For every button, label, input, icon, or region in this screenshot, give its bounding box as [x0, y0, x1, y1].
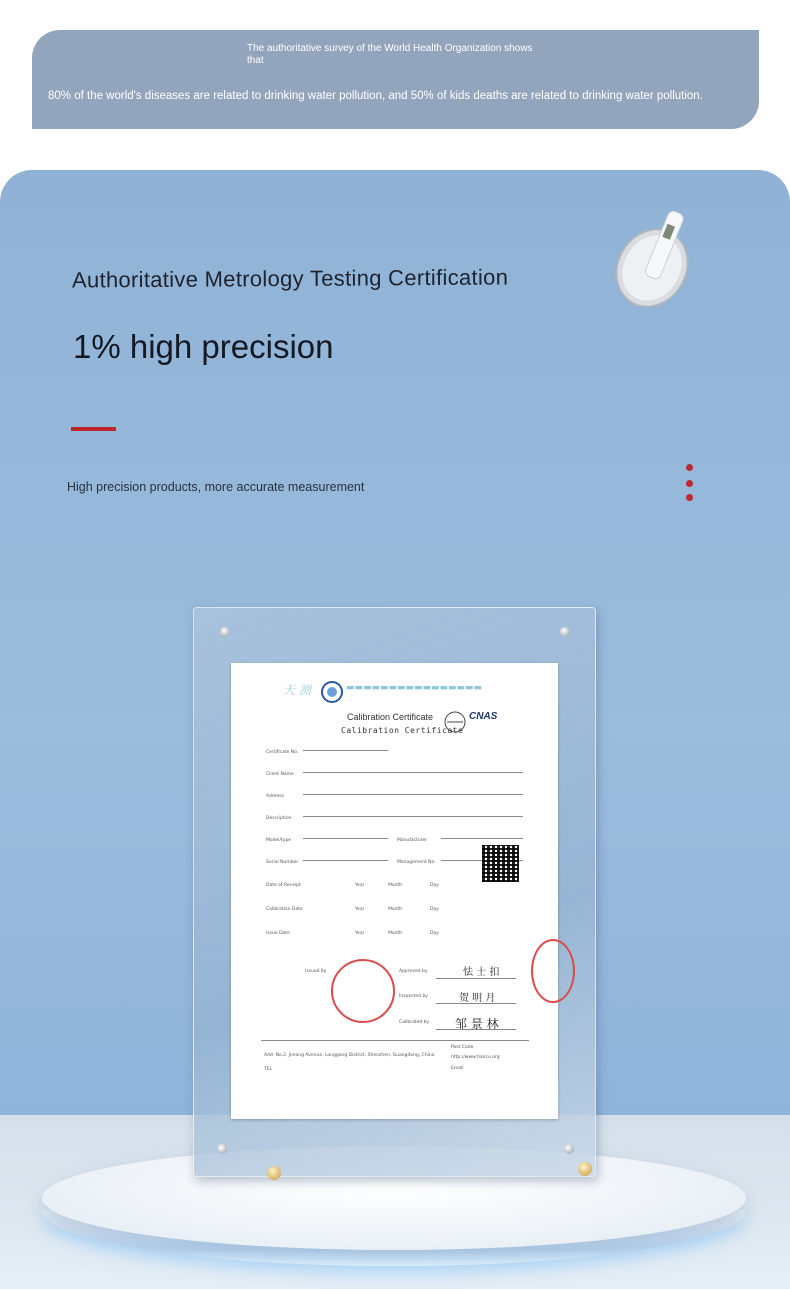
field-client-name: Client Name — [266, 772, 294, 777]
date-unit-month: Month — [388, 883, 403, 888]
field-line — [441, 838, 523, 839]
tagline: High precision products, more accurate measurement — [67, 480, 365, 494]
official-seal-partial — [531, 939, 575, 1003]
date-unit-day: Day — [430, 931, 439, 936]
footer-website: http://www.tiancu.org — [451, 1055, 500, 1060]
date-unit-year: Year — [355, 907, 365, 912]
field-address: Address — [266, 794, 284, 799]
tds-pen-icon — [612, 206, 702, 316]
page-title: Authoritative Metrology Testing Certification — [71, 264, 509, 293]
certificate-title-secondary: Calibration Certificate — [341, 726, 464, 735]
field-calibration-date: Calibration Date — [266, 907, 303, 912]
inspected-by-label: Inspected by — [399, 994, 428, 999]
cnas-mark: CNAS — [469, 711, 498, 722]
field-management-no: Management No. — [397, 860, 436, 865]
field-line — [303, 772, 523, 773]
signature-calibrated: 邹 景 林 — [455, 1017, 499, 1031]
screw-icon — [220, 627, 230, 637]
field-line — [303, 750, 388, 751]
decor-dot — [686, 464, 693, 471]
banner-intro-text: The authoritative survey of the World Health Organization shows that — [247, 43, 533, 66]
date-unit-day: Day — [430, 907, 439, 912]
gold-stand-right — [578, 1162, 592, 1176]
signature-inspected: 贺 明 月 — [459, 993, 496, 1004]
footer-address: Add: No.2, Jinlong Avenue, Longgang District, Shenzhen, Guangdong, China — [264, 1053, 435, 1058]
lab-emblem-icon — [321, 681, 343, 703]
certification-panel — [0, 170, 790, 1289]
date-unit-year: Year — [355, 931, 365, 936]
decor-dot — [686, 480, 693, 487]
certificate-title: Calibration Certificate — [347, 712, 434, 722]
date-unit-month: Month — [388, 907, 403, 912]
field-manufacturer: Manufacturer — [397, 838, 428, 843]
banner-statistic-text: 80% of the world's diseases are related to drinking water pollution, and 50% of kids deaths are related to drinking water pollution. — [48, 90, 703, 102]
precision-heading: 1% high precision — [73, 328, 334, 365]
calibration-certificate — [231, 663, 558, 1119]
footer-post-code: Post Code — [451, 1045, 474, 1050]
lab-logo: 天 测 — [283, 683, 311, 697]
footer-tel: TEL — [264, 1067, 273, 1072]
field-line — [303, 838, 388, 839]
field-serial-number: Serial Number — [266, 860, 299, 865]
issued-by-label: Issued by — [305, 969, 327, 974]
lab-name: ▬▬▬▬▬▬▬▬▬▬▬▬▬▬▬▬ — [346, 683, 483, 693]
accent-divider — [71, 427, 116, 431]
date-unit-year: Year — [355, 883, 365, 888]
footer-divider — [261, 1040, 529, 1041]
footer-email: Email — [451, 1066, 464, 1071]
field-description: Description — [266, 816, 292, 821]
calibrated-by-label: Calibrated by — [399, 1020, 430, 1025]
gold-stand-left — [267, 1166, 281, 1180]
screw-icon — [560, 627, 570, 637]
field-line — [303, 794, 523, 795]
official-seal — [331, 959, 395, 1023]
ilac-mark-icon — [443, 710, 467, 734]
screw-icon — [217, 1144, 227, 1154]
decor-dot — [686, 494, 693, 501]
approved-by-label: Approved by — [399, 969, 428, 974]
field-model: Model/type — [266, 838, 292, 843]
field-certificate-no: Certificate No. — [266, 750, 299, 755]
who-survey-banner — [32, 30, 759, 129]
field-line — [303, 816, 523, 817]
date-unit-day: Day — [430, 883, 439, 888]
field-issue-date: Issue Date — [266, 931, 290, 936]
field-line — [303, 860, 388, 861]
signature-line — [436, 978, 516, 979]
qr-code — [482, 845, 519, 882]
signature-approved: 怯 士 扣 — [463, 967, 500, 978]
field-date-of-receipt: Date of Receipt — [266, 883, 301, 888]
screw-icon — [564, 1144, 574, 1154]
date-unit-month: Month — [388, 931, 403, 936]
